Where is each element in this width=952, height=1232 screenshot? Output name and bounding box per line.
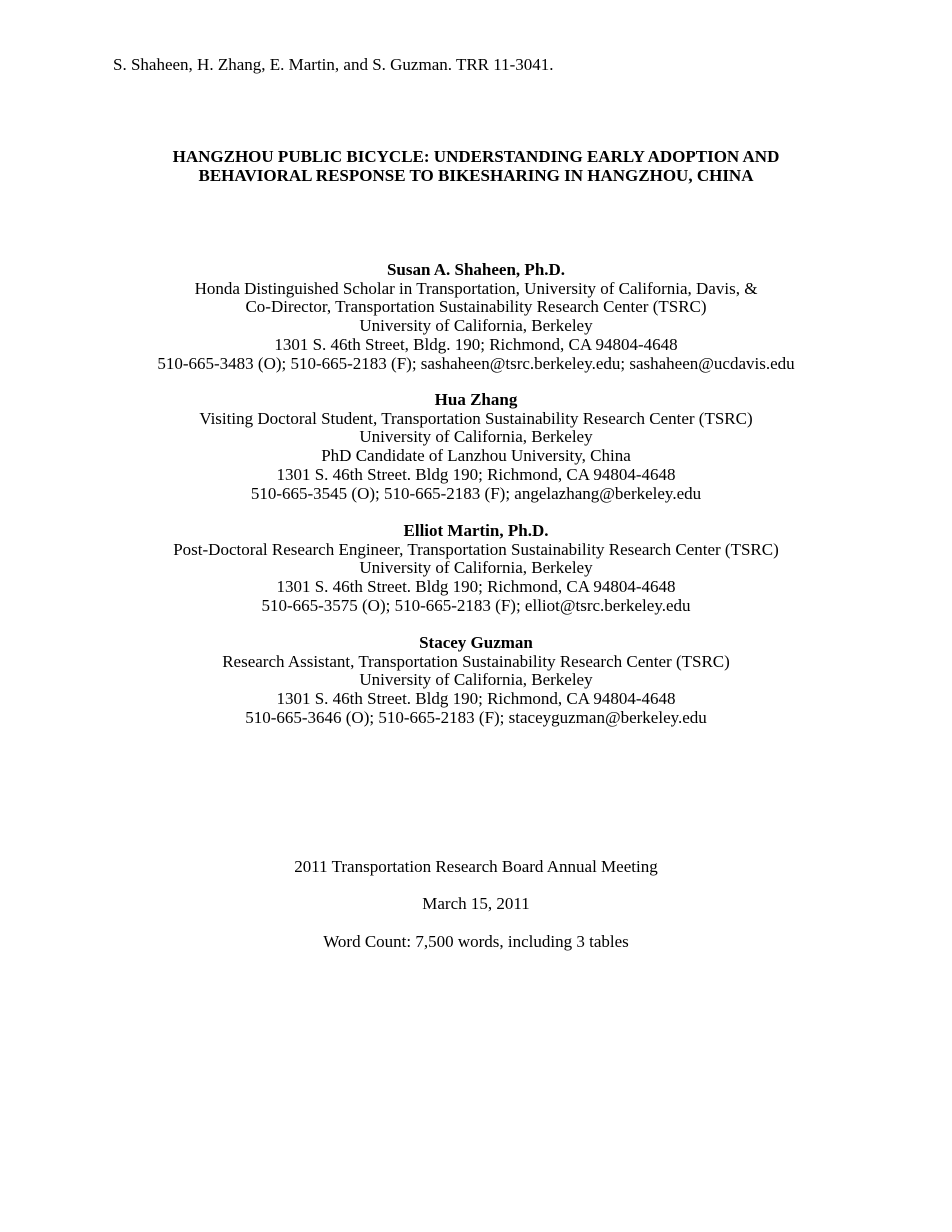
author-name: Stacey Guzman xyxy=(419,633,533,652)
author-block-zhang xyxy=(0,391,952,503)
author-name: Susan A. Shaheen, Ph.D. xyxy=(386,260,566,279)
author-affiliation-line: Honda Distinguished Scholar in Transportation, University of California, Davis, & xyxy=(194,278,758,298)
author-contact-line: 510-665-3575 (O); 510-665-2183 (F); elliot@tsrc.berkeley.edu xyxy=(261,595,691,615)
word-count: Word Count: 7,500 words, including 3 tables xyxy=(323,931,629,951)
author-affiliation-line: Visiting Doctoral Student, Transportation Sustainability Research Center (TSRC) xyxy=(199,408,753,428)
author-address-line: 1301 S. 46th Street. Bldg 190; Richmond, CA 94804-4648 xyxy=(276,577,676,597)
author-address-line: 1301 S. 46th Street. Bldg 190; Richmond, CA 94804-4648 xyxy=(276,464,676,484)
meeting-name: 2011 Transportation Research Board Annual Meeting xyxy=(294,857,658,876)
paper-title xyxy=(0,148,952,185)
paper-title-line-1: HANGZHOU PUBLIC BICYCLE: UNDERSTANDING EARLY ADOPTION AND xyxy=(172,147,780,166)
author-contact-line: 510-665-3646 (O); 510-665-2183 (F); staceyguzman@berkeley.edu xyxy=(245,707,707,727)
author-affiliation-line: University of California, Berkeley xyxy=(359,670,593,690)
author-contact-line: 510-665-3483 (O); 510-665-2183 (F); sashaheen@tsrc.berkeley.edu; sashaheen@ucdavis.edu xyxy=(157,353,795,373)
author-address-line: 1301 S. 46th Street. Bldg 190; Richmond, CA 94804-4648 xyxy=(276,689,676,709)
author-affiliation-line: PhD Candidate of Lanzhou University, China xyxy=(321,446,631,466)
author-contact-line: 510-665-3545 (O); 510-665-2183 (F); angelazhang@berkeley.edu xyxy=(250,483,702,503)
author-affiliation-line: Research Assistant, Transportation Sustainability Research Center (TSRC) xyxy=(222,651,730,671)
meeting-date: March 15, 2011 xyxy=(422,894,530,914)
author-affiliation-line: University of California, Berkeley xyxy=(359,427,593,447)
paper-title-line-2: BEHAVIORAL RESPONSE TO BIKESHARING IN HANGZHOU, CHINA xyxy=(198,165,754,185)
author-block-shaheen xyxy=(0,261,952,373)
author-block-guzman xyxy=(0,634,952,728)
running-head: S. Shaheen, H. Zhang, E. Martin, and S. Guzman. TRR 11-3041. xyxy=(113,55,554,74)
author-affiliation-line: Co-Director, Transportation Sustainability Research Center (TSRC) xyxy=(245,297,707,317)
author-affiliation-line: University of California, Berkeley xyxy=(359,558,593,578)
author-affiliation-line: University of California, Berkeley xyxy=(359,316,593,336)
author-address-line: 1301 S. 46th Street, Bldg. 190; Richmond, CA 94804-4648 xyxy=(274,334,678,354)
author-name: Elliot Martin, Ph.D. xyxy=(403,521,549,540)
author-affiliation-line: Post-Doctoral Research Engineer, Transportation Sustainability Research Center (TSRC) xyxy=(173,539,779,559)
author-block-martin xyxy=(0,522,952,616)
footer-block xyxy=(0,858,952,951)
author-name: Hua Zhang xyxy=(434,390,518,409)
